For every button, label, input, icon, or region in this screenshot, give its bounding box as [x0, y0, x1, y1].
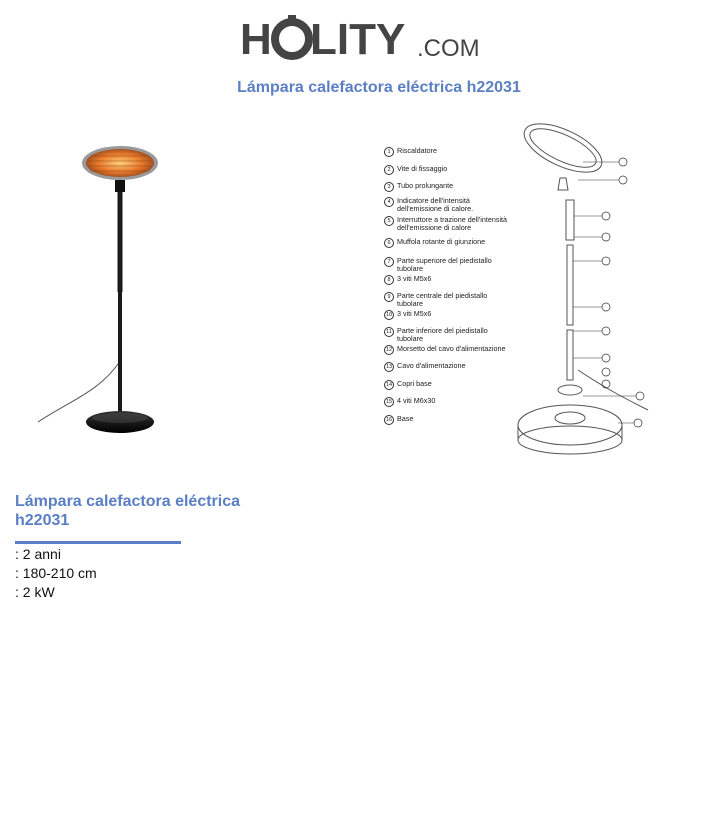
- spec-height: : 180-210 cm: [15, 565, 97, 581]
- logo-letter-h: H: [240, 15, 272, 64]
- product-title-secondary: [15, 492, 265, 530]
- legend-item: 8 3 viti M5x6: [384, 275, 515, 285]
- legend-item: 14 Copri base: [385, 379, 432, 388]
- holity-logo[interactable]: [240, 12, 485, 64]
- logo-letters-lity: LITY: [310, 15, 406, 64]
- legend-item: 2 Vite di fissaggio: [384, 165, 515, 175]
- legend-item: 1 Riscaldatore: [384, 147, 515, 157]
- title-underline-divider: [15, 541, 181, 544]
- legend-item: 15 4 viti M6x30: [385, 396, 436, 405]
- legend-item: 11 Parte inferiore del piedistallo tubolare: [384, 327, 515, 343]
- legend-item: 12 Morsetto del cavo d'alimentazione: [385, 344, 506, 353]
- legend-item: 4 Indicatore dell'intensità dell'emissione di calore.: [384, 197, 515, 213]
- logo-o-icon: [275, 15, 309, 56]
- legend-item: 6 Muffola rotante di giunzione: [384, 238, 515, 248]
- legend-item: 9 Parte centrale del piedistallo tubolare: [384, 292, 515, 308]
- legend-item: 16 Base: [385, 414, 414, 423]
- spec-warranty: : 2 anni: [15, 546, 61, 562]
- product-title-line2: h22031: [15, 512, 70, 529]
- legend-item: 5 Interruttore a trazione dell'intensità dell'emissione di calore: [384, 216, 515, 232]
- legend-item: 10 3 viti M5x6: [385, 309, 432, 318]
- legend-item: 7 Parte superiore del piedistallo tubolare: [384, 257, 515, 273]
- legend-item: 3 Tubo prolungante: [384, 182, 515, 192]
- logo-suffix-com: .COM: [417, 35, 480, 62]
- legend-item: 13 Cavo d'alimentazione: [385, 361, 466, 370]
- product-title-line1: Lámpara calefactora eléctrica: [15, 493, 241, 510]
- product-title-heading: Lámpara calefactora eléctrica h22031: [237, 79, 521, 96]
- product-photo-heater: [28, 132, 178, 442]
- spec-power: : 2 kW: [15, 584, 55, 600]
